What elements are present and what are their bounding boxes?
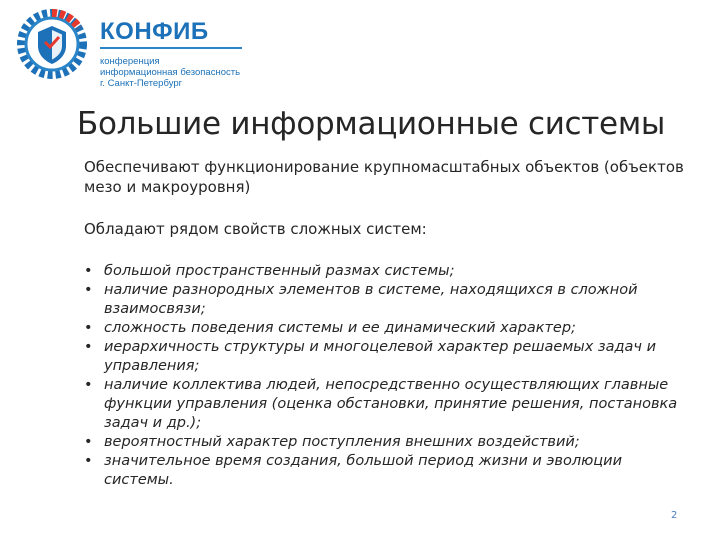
list-item-text: наличие коллектива людей, непосредственно осуществляющих главные функции управления (оценка обстановки, принятие решения, постановка задач и др.); xyxy=(104,377,678,431)
page-title: Большие информационные системы xyxy=(77,106,666,142)
list-item xyxy=(84,452,684,490)
brand-subtitle-line: информационная безопасность xyxy=(100,67,241,78)
bullet-icon: • xyxy=(84,263,93,279)
list-item xyxy=(84,281,684,319)
list-item xyxy=(84,376,684,433)
list-item-text: наличие разнородных элементов в системе, находящихся в сложной взаимосвязи; xyxy=(104,282,638,317)
conference-logo xyxy=(14,6,90,82)
list-item-text: вероятностный характер поступления внешних воздействий; xyxy=(104,434,580,450)
page-number: 2 xyxy=(671,510,678,521)
list-item-text: значительное время создания, большой период жизни и эволюции системы. xyxy=(104,453,623,488)
list-item xyxy=(84,262,684,281)
bullet-icon: • xyxy=(84,339,93,355)
bullet-icon: • xyxy=(84,434,93,450)
bullet-icon: • xyxy=(84,453,93,469)
list-item xyxy=(84,433,684,452)
list-item xyxy=(84,338,684,376)
list-item xyxy=(84,319,684,338)
brand-subtitle-line: г. Санкт-Петербург xyxy=(100,78,183,89)
bullet-icon: • xyxy=(84,320,93,336)
intro-paragraph: Обеспечивают функционирование крупномасштабных объектов (объектов мезо и макроуровня) xyxy=(84,158,684,196)
brand-divider xyxy=(100,47,242,49)
properties-heading: Обладают рядом свойств сложных систем: xyxy=(84,220,427,238)
brand-name: КОНФИБ xyxy=(100,18,209,45)
list-item-text: иерархичность структуры и многоцелевой характер решаемых задач и управления; xyxy=(104,339,657,374)
list-item-text: сложность поведения системы и ее динамический характер; xyxy=(104,320,576,336)
brand-subtitle-line: конференция xyxy=(100,56,160,67)
properties-list xyxy=(84,262,684,490)
bullet-icon: • xyxy=(84,282,93,298)
shield-icon xyxy=(38,26,66,64)
brand-subtitle xyxy=(100,56,240,89)
bullet-icon: • xyxy=(84,377,93,393)
list-item-text: большой пространственный размах системы; xyxy=(104,263,455,279)
